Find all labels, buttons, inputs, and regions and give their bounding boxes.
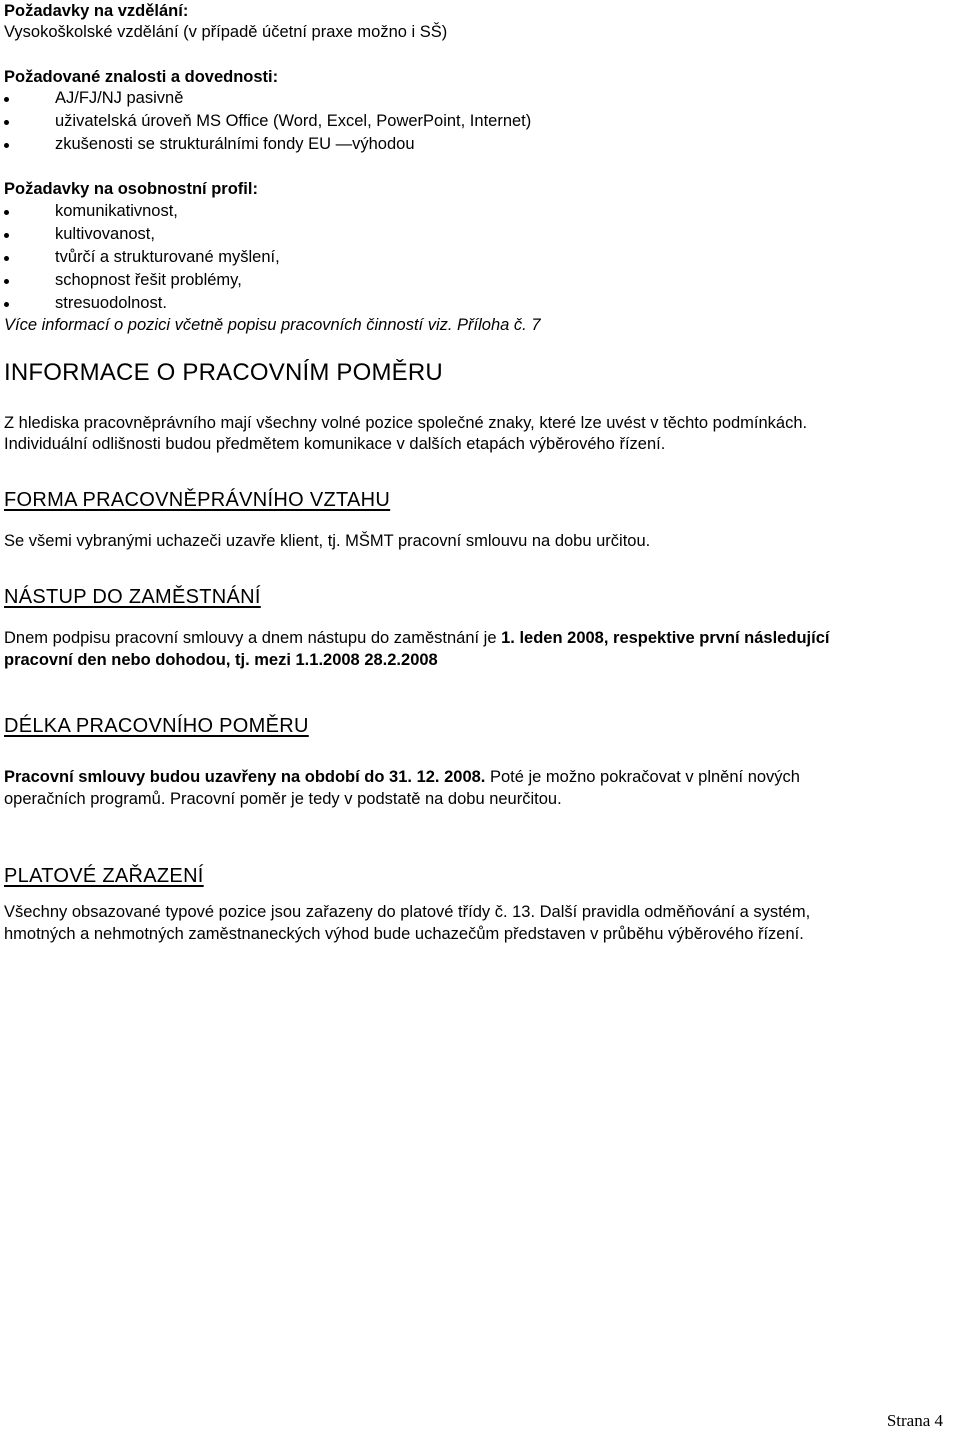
bullet-icon (4, 256, 9, 261)
bullet-icon (4, 233, 9, 238)
bullet-icon (4, 279, 9, 284)
bullet-icon (4, 210, 9, 215)
employment-info-line-1: Z hlediska pracovněprávního mají všechny volné pozice společné znaky, které lze uvést v těchto podmínkách. (4, 414, 808, 432)
salary-line-2: hmotných a nehmotných zaměstnaneckých výhod bude uchazečům představen v průběhu výběrového řízení. (4, 925, 804, 943)
bullet-icon (4, 97, 9, 102)
education-heading: Požadavky na vzdělání: (4, 2, 189, 20)
list-item: tvůrčí a strukturované myšlení, (4, 246, 280, 269)
employment-info-line-2: Individuální odlišnosti budou předmětem komunikace v dalších etapách výběrového řízení. (4, 435, 666, 453)
education-text: Vysokoškolské vzdělání (v případě účetní praxe možno i SŠ) (4, 23, 448, 41)
start-heading: NÁSTUP DO ZAMĚSTNÁNÍ (4, 586, 261, 608)
form-text: Se všemi vybranými uchazeči uzavře klient, tj. MŠMT pracovní smlouvu na dobu určitou. (4, 532, 651, 550)
profile-list (4, 200, 280, 315)
page-number: Strana 4 (886, 1411, 943, 1430)
form-heading: FORMA PRACOVNĚPRÁVNÍHO VZTAHU (4, 489, 391, 511)
bullet-icon (4, 302, 9, 307)
duration-heading: DÉLKA PRACOVNÍHO POMĚRU (4, 715, 309, 737)
start-text-line-1: Dnem podpisu pracovní smlouvy a dnem nástupu do zaměstnání je 1. leden 2008, respektive první následující (4, 629, 830, 647)
list-item: uživatelská úroveň MS Office (Word, Excel, PowerPoint, Internet) (4, 110, 531, 133)
list-item: zkušenosti se strukturálními fondy EU —výhodou (4, 133, 531, 156)
salary-heading: PLATOVÉ ZAŘAZENÍ (4, 865, 204, 887)
salary-line-1: Všechny obsazované typové pozice jsou zařazeny do platové třídy č. 13. Další pravidla odměňování a systém, (4, 903, 811, 921)
profile-note: Více informací o pozici včetně popisu pracovních činností viz. Příloha č. 7 (4, 316, 541, 334)
employment-info-heading: INFORMACE O PRACOVNÍM POMĚRU (4, 359, 443, 386)
duration-text-line-1: Pracovní smlouvy budou uzavřeny na období do 31. 12. 2008. Poté je možno pokračovat v plnění nových (4, 768, 800, 786)
bullet-icon (4, 120, 9, 125)
start-text-line-2: pracovní den nebo dohodou, tj. mezi 1.1.2008 28.2.2008 (4, 651, 438, 669)
list-item: stresuodolnost. (4, 292, 280, 315)
list-item: AJ/FJ/NJ pasivně (4, 87, 531, 110)
skills-heading: Požadované znalosti a dovednosti: (4, 68, 279, 86)
skills-list (4, 87, 531, 156)
bullet-icon (4, 143, 9, 148)
list-item: schopnost řešit problémy, (4, 269, 280, 292)
duration-text-line-2: operačních programů. Pracovní poměr je tedy v podstatě na dobu neurčitou. (4, 790, 562, 808)
list-item: kultivovanost, (4, 223, 280, 246)
list-item: komunikativnost, (4, 200, 280, 223)
profile-heading: Požadavky na osobnostní profil: (4, 180, 258, 198)
